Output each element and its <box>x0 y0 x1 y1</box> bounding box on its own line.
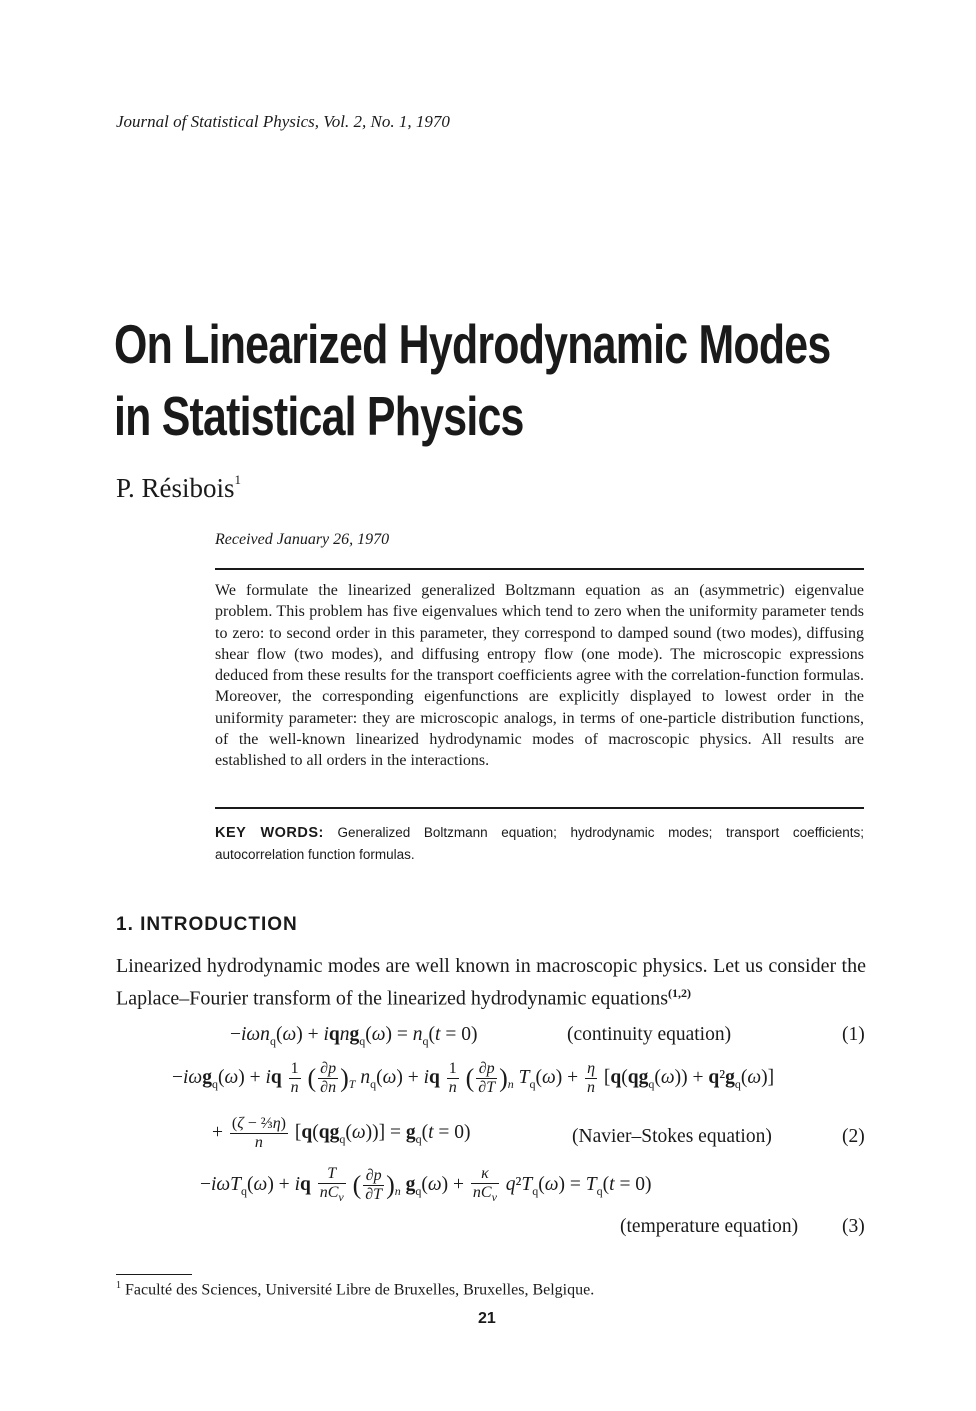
keywords-label: KEY WORDS: <box>215 825 324 841</box>
equation-3-number: (3) <box>842 1216 865 1237</box>
equation-3: −iωT$_q$(ω) + iq $\frac{T}{nC_v}$ ( $\frac{\partial p}{\partial T}$ )$_n$ $g_q(\omega)$ + $\frac{\kappa}{nC_v}$ $q^2T_q(\omega) = T_q(t = 0)$ <box>200 1165 652 1205</box>
intro-reference: (1,2) <box>668 986 692 1000</box>
equation-1-number: (1) <box>842 1024 865 1045</box>
page-number: 21 <box>478 1310 496 1327</box>
abstract: We formulate the linearized generalized Boltzmann equation as an (asymmetric) eigenvalue problem. This problem has five eigenvalues which tend to zero when the uniformity parameter tends to zero: to second order in this parameter, they correspond to damped sound (two modes), diffusing shear flow (two modes), and diffusing entropy flow (one mode). The microscopic expressions deduced from these results for the transport coefficients agree with the correlation-function formulas. Moreover, the corresponding eigenfunctions are explicitly displayed to lowest order in the uniformity parameter: they are microscopic analogs, in terms of one-particle distribution functions, of the well-known linearized hydrodynamic modes of macroscopic physics. All results are established to all orders in the interactions. <box>215 582 864 770</box>
author-footnote-mark: 1 <box>234 472 242 487</box>
equation-2-number: (2) <box>842 1126 865 1147</box>
paper-title <box>114 308 830 452</box>
intro-text: Linearized hydrodynamic modes are well known in macroscopic physics. Let us consider the Laplace–Fourier transform of the linearized hydrodynamic equations <box>116 955 866 1010</box>
equation-1: −iωn$_q$(ω) + iqng$_q$(ω) = $n_q(t = 0)$ <box>230 1024 478 1048</box>
keywords <box>215 822 864 866</box>
equation-2-line-2: + $\frac{\text{(ζ − ⅔η)}}{n}$ $[q(qg_q(\omega))] = g_q(t = 0)$ <box>212 1115 471 1151</box>
footnote <box>116 1280 594 1299</box>
author <box>116 473 241 504</box>
footnote-mark: 1 <box>116 1280 121 1291</box>
equation-3-label: (temperature equation) <box>620 1216 799 1237</box>
title-line-1: On Linearized Hydrodynamic Modes <box>114 313 831 375</box>
intro-paragraph <box>116 953 866 1013</box>
footnote-text: Faculté des Sciences, Université Libre de Bruxelles, Bruxelles, Belgique. <box>125 1281 595 1299</box>
received-date: Received January 26, 1970 <box>215 531 390 548</box>
abstract-top-rule <box>215 568 864 570</box>
section-heading: 1. INTRODUCTION <box>116 914 298 935</box>
author-name: P. Résibois <box>116 473 235 503</box>
title-line-2: in Statistical Physics <box>114 385 524 447</box>
footnote-rule <box>116 1274 192 1275</box>
journal-citation: Journal of Statistical Physics, Vol. 2, No. 1, 1970 <box>116 112 450 131</box>
equation-2-label: (Navier–Stokes equation) <box>572 1126 772 1147</box>
equation-2-line-1: −iωg$_q$(ω) + iq $\frac{1}{n}$ ( $\frac{\partial p}{\partial n}$ )$_T$ $n_q(\omega)$ + iq $\frac{1}{n}$ ( $\frac{\partial p}{\partial T}$ )$_n$ $T_q(\omega)$ + $\frac{\eta}{n}$ $[q(qg_q(\omega)) + q^2g_q(\omega)]$ <box>172 1060 775 1096</box>
abstract-bottom-rule <box>215 807 864 809</box>
keywords-text: Generalized Boltzmann equation; hydrodynamic modes; transport coefficients; autocorrelation function formulas. <box>215 825 864 862</box>
equation-1-label: (continuity equation) <box>567 1024 732 1045</box>
